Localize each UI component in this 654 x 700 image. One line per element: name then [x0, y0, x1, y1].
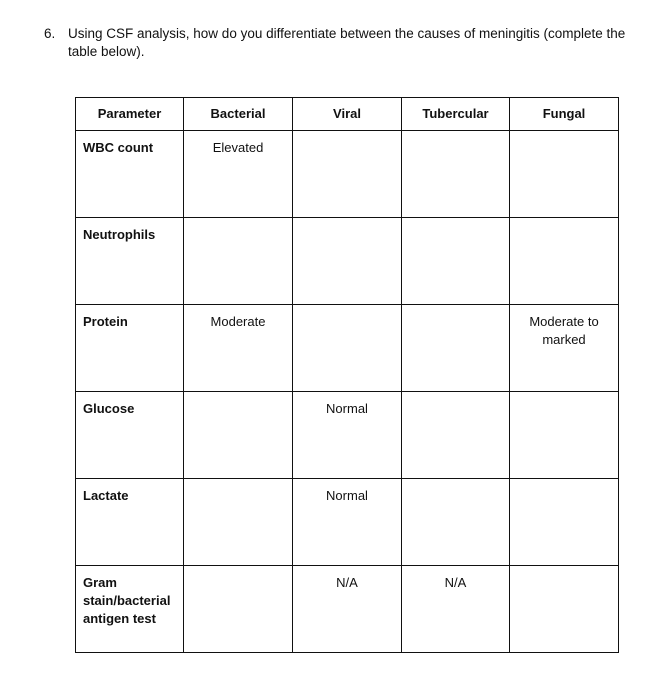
table-row	[76, 305, 619, 392]
fungal-cell[interactable]	[510, 566, 619, 653]
row-parameter-cell: Lactate	[76, 479, 184, 566]
bacterial-cell[interactable]	[184, 392, 293, 479]
tubercular-cell[interactable]	[402, 479, 510, 566]
fungal-cell[interactable]	[510, 218, 619, 305]
row-parameter-cell: Protein	[76, 305, 184, 392]
viral-cell[interactable]	[293, 218, 402, 305]
viral-cell[interactable]: Normal	[293, 392, 402, 479]
table-row	[76, 479, 619, 566]
bacterial-cell[interactable]: Elevated	[184, 131, 293, 218]
question-text: Using CSF analysis, how do you differentiate between the causes of meningitis (complete the table below).	[68, 26, 626, 59]
tubercular-cell[interactable]: N/A	[402, 566, 510, 653]
row-parameter-cell: WBC count	[76, 131, 184, 218]
viral-cell[interactable]: N/A	[293, 566, 402, 653]
row-parameter-cell: Glucose	[76, 392, 184, 479]
header-parameter: Parameter	[76, 98, 184, 131]
header-tubercular: Tubercular	[402, 98, 510, 131]
question	[44, 25, 634, 61]
question-number: 6.	[44, 26, 56, 41]
csf-comparison-table	[75, 97, 619, 653]
header-viral: Viral	[293, 98, 402, 131]
bacterial-cell[interactable]	[184, 566, 293, 653]
tubercular-cell[interactable]	[402, 305, 510, 392]
tubercular-cell[interactable]	[402, 392, 510, 479]
viral-cell[interactable]	[293, 305, 402, 392]
header-fungal: Fungal	[510, 98, 619, 131]
tubercular-cell[interactable]	[402, 131, 510, 218]
table-row	[76, 392, 619, 479]
row-parameter-cell: Neutrophils	[76, 218, 184, 305]
header-bacterial: Bacterial	[184, 98, 293, 131]
bacterial-cell[interactable]: Moderate	[184, 305, 293, 392]
fungal-cell[interactable]: Moderate to marked	[510, 305, 619, 392]
row-parameter-cell: Gram stain/bacterial antigen test	[76, 566, 184, 653]
table-header-row	[76, 98, 619, 131]
fungal-cell[interactable]	[510, 392, 619, 479]
table-row	[76, 218, 619, 305]
table-row	[76, 131, 619, 218]
viral-cell[interactable]	[293, 131, 402, 218]
bacterial-cell[interactable]	[184, 218, 293, 305]
bacterial-cell[interactable]	[184, 479, 293, 566]
table-row	[76, 566, 619, 653]
viral-cell[interactable]: Normal	[293, 479, 402, 566]
fungal-cell[interactable]	[510, 479, 619, 566]
fungal-cell[interactable]	[510, 131, 619, 218]
tubercular-cell[interactable]	[402, 218, 510, 305]
